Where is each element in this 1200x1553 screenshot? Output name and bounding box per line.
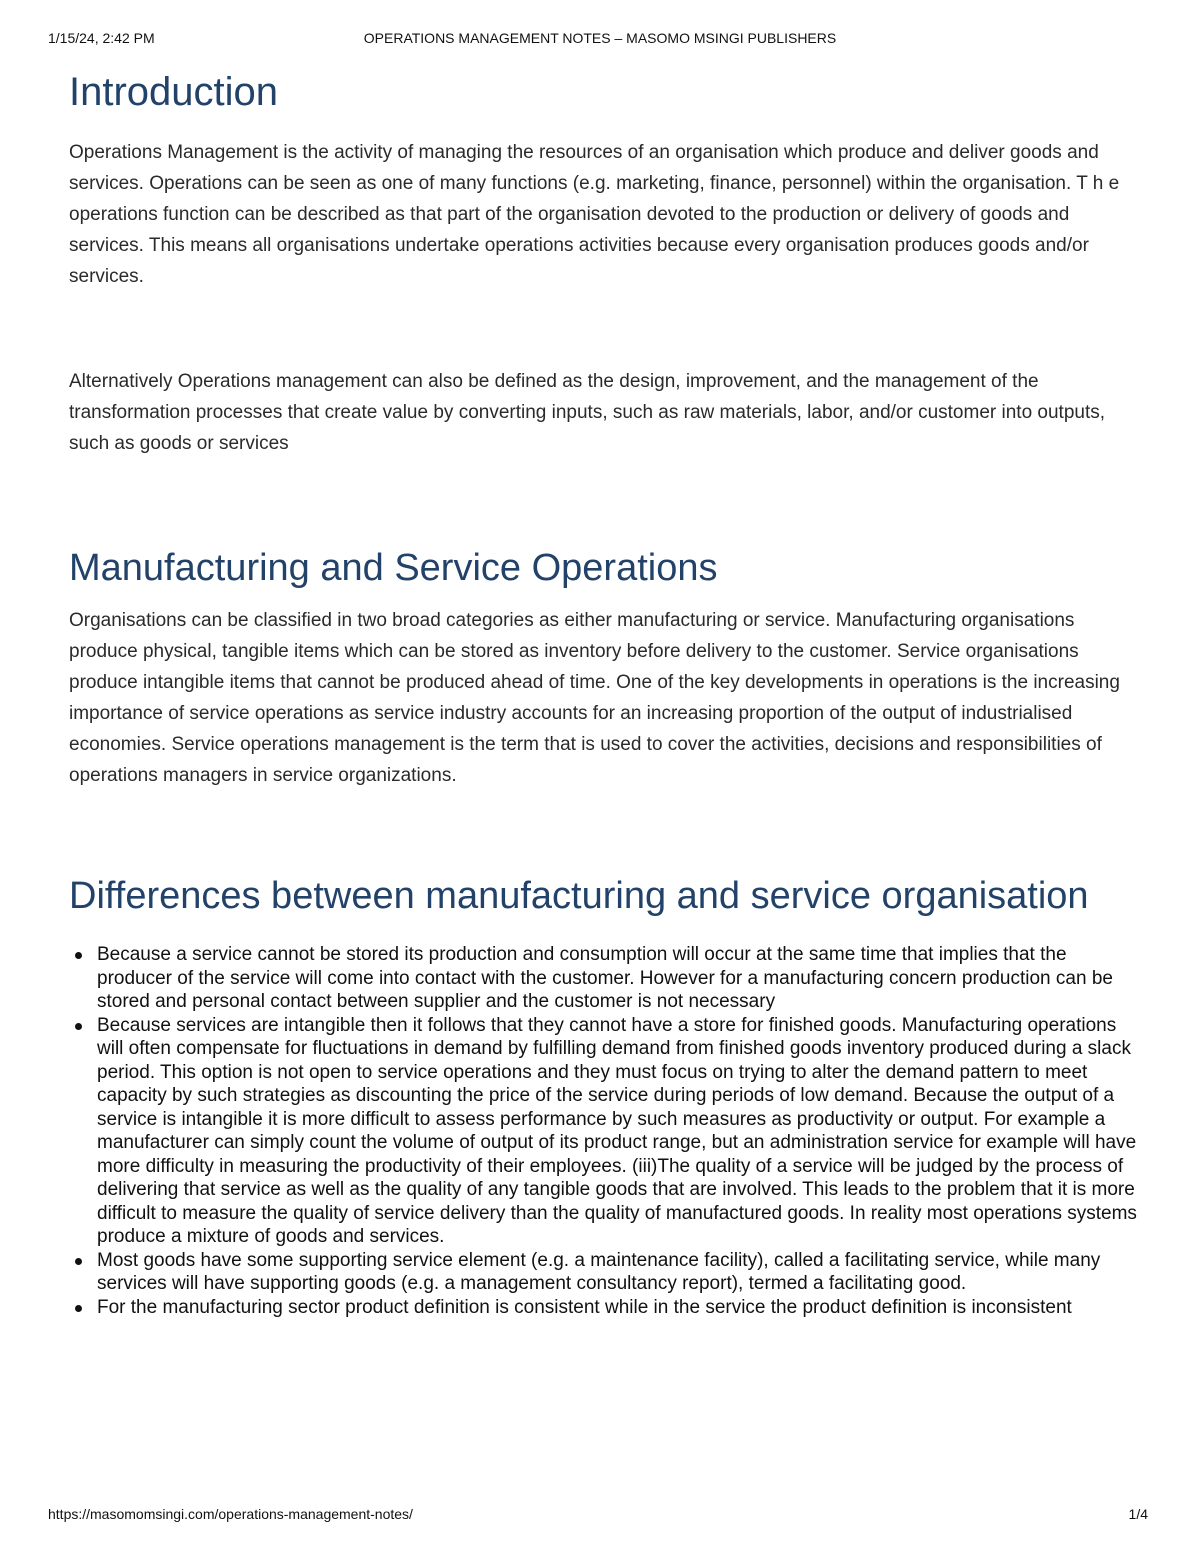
article-content xyxy=(69,68,1139,1319)
print-footer xyxy=(48,1506,1152,1526)
list-item: Most goods have some supporting service element (e.g. a maintenance facility), called a facilitating service, while many services will have supporting goods (e.g. a management consultancy report), termed a facilitating good. xyxy=(97,1249,1139,1296)
print-datetime: 1/15/24, 2:42 PM xyxy=(48,30,155,46)
manufacturing-service-heading: Manufacturing and Service Operations xyxy=(69,547,718,589)
list-item: For the manufacturing sector product definition is consistent while in the service the product definition is inconsistent xyxy=(97,1296,1139,1320)
list-item: Because services are intangible then it follows that they cannot have a store for finished goods. Manufacturing operations will often compensate for fluctuations in demand by fulfilling demand from finished goods inventory produced during a slack period. This option is not open to service operations and they must focus on trying to alter the demand pattern to meet capacity by such strategies as discounting the price of the service during periods of low demand. Because the output of a service is intangible it is more difficult to assess performance by such measures as productivity or output. For example a manufacturer can simply count the volume of output of its product range, but an administration service for example will have more difficulty in measuring the productivity of their employees. (iii)The quality of a service will be judged by the process of delivering that service as well as the quality of any tangible goods that are involved. This leads to the problem that it is more difficult to measure the quality of service delivery than the quality of manufactured goods. In reality most operations systems produce a mixture of goods and services. xyxy=(97,1014,1139,1249)
differences-list xyxy=(69,943,1139,1319)
page-url: https://masomomsingi.com/operations-management-notes/ xyxy=(48,1506,413,1522)
print-header xyxy=(48,30,1152,50)
manufacturing-service-paragraph: Organisations can be classified in two broad categories as either manufacturing or service. Manufacturing organisations produce physical, tangible items which can be stored as inventory before delivery to the customer. Service organisations produce intangible items that cannot be produced ahead of time. One of the key developments in operations is the increasing importance of service operations as service industry accounts for an increasing proportion of the output of industrialised economies. Service operations management is the term that is used to cover the activities, decisions and responsibilities of operations managers in service organizations. xyxy=(69,610,1120,786)
list-item: Because a service cannot be stored its production and consumption will occur at the same time that implies that the producer of the service will come into contact with the customer. However for a manufacturing concern production can be stored and personal contact between supplier and the customer is not necessary xyxy=(97,943,1139,1014)
introduction-paragraph-2: Alternatively Operations management can also be defined as the design, improvement, and the management of the transformation processes that create value by converting inputs, such as raw materials, labor, and/or customer into outputs, such as goods or services xyxy=(69,371,1106,454)
introduction-paragraph-1: Operations Management is the activity of managing the resources of an organisation which produce and deliver goods and services. Operations can be seen as one of many functions (e.g. marketing, finance, personnel) within the organisation. T h e operations function can be described as that part of the organisation devoted to the production or delivery of goods and services. This means all organisations undertake operations activities because every organisation produces goods and/or services. xyxy=(69,142,1120,287)
print-page-title: OPERATIONS MANAGEMENT NOTES – MASOMO MSINGI PUBLISHERS xyxy=(363,30,837,46)
differences-heading: Differences between manufacturing and service organisation xyxy=(69,875,1089,917)
introduction-heading: Introduction xyxy=(69,70,279,114)
page-number: 1/4 xyxy=(1128,1506,1148,1522)
